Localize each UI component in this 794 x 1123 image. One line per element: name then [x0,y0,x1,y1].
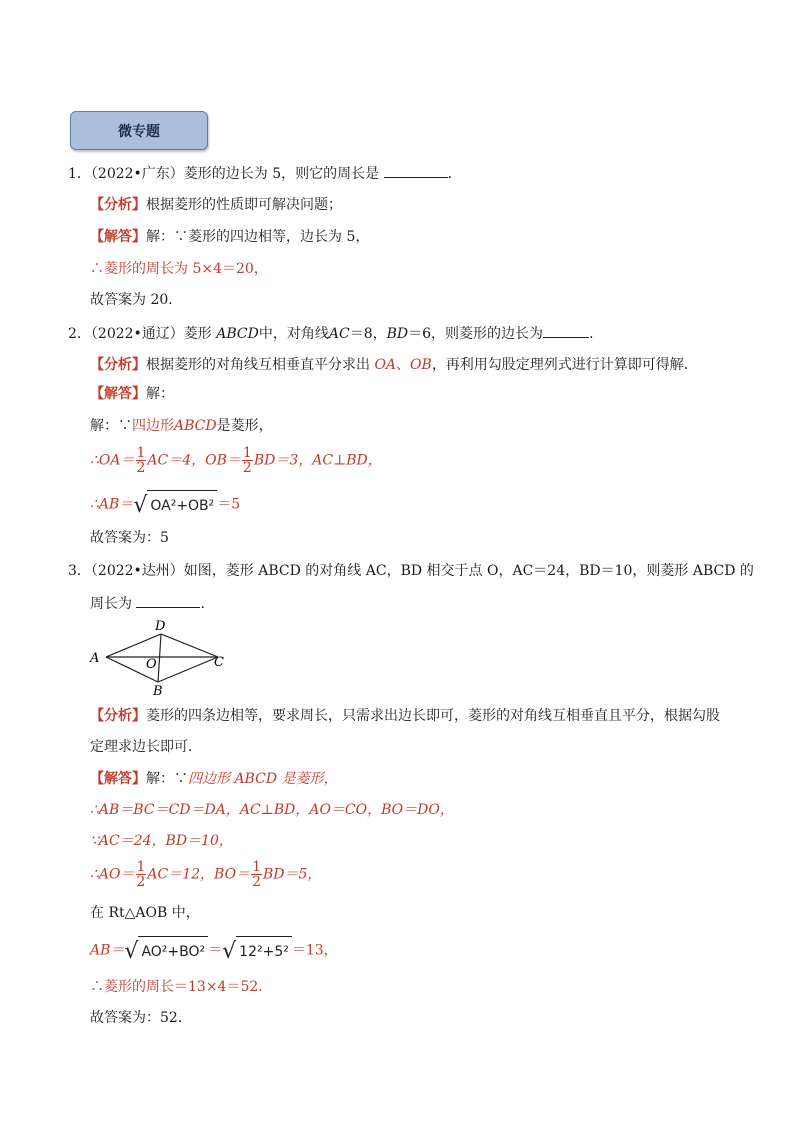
fraction-half [242,446,253,475]
label-b: B [153,684,163,699]
frac-den: 2 [136,874,146,890]
solution-tag: 【解答】 [90,386,146,402]
q1-stem [68,163,462,184]
q1-solution [90,227,369,247]
edge-cb [158,657,218,682]
solution-tag: 【解答】 [90,771,146,787]
q2-line1-b: 四边形 [132,418,174,434]
diagonal-bd [158,634,161,682]
frac-den: 2 [136,460,146,476]
topic-badge: 微专题 [70,111,208,150]
frac-den: 2 [252,874,262,890]
q2-oa: OA [374,357,397,373]
q1-number: 1． [68,166,91,182]
edge-ad [106,634,161,657]
label-c: C [214,655,224,670]
q3-end: ． [200,596,215,612]
edge-dc [161,634,218,657]
q1-sol2: ∴菱形的周长为 5×4＝20， [90,261,268,277]
q2-line2 [90,446,382,475]
q3-solution [90,769,338,789]
q3-l5-eq: ＝ [208,942,223,959]
q2-end: ． [589,326,604,342]
q3-l5-b: ＝13， [291,942,338,959]
q2-line1-a: 解：∵ [90,418,132,434]
frac-num: 1 [242,445,252,461]
q3-number: 3． [68,563,91,579]
q3-answer-blank [136,593,200,608]
q2-stem-b: 中，对角线 [258,326,329,342]
q1-analysis [90,195,342,215]
q2-number: 2． [68,326,91,342]
q2-line2-a: ∴OA＝ [90,452,135,469]
analysis-tag: 【分析】 [90,197,146,213]
frac-num: 1 [252,859,262,875]
frac-den: 2 [242,460,252,476]
sqrt-radicand: AO²+BO² [138,936,208,965]
q2-analysis-a: 根据菱形的对角线互相垂直平分求出 [146,357,370,373]
q2-bd: BD [386,326,409,342]
frac-num: 1 [136,445,146,461]
q2-ob: OB [410,357,432,373]
q3-answer: 故答案为：52． [90,1010,192,1026]
label-a: A [90,651,100,666]
analysis-tag: 【分析】 [90,708,146,724]
analysis-tag: 【分析】 [90,357,146,373]
q3-l3 [90,860,321,889]
frac-num: 1 [136,859,146,875]
q3-sol-b: 四边形 ABCD 是菱形， [188,771,338,787]
q2-stem-c: ＝8， [349,326,387,342]
q1-answer-blank [384,163,448,178]
q3-l1: ∴AB＝BC＝CD＝DA，AC⊥BD，AO＝CO，BO＝DO， [90,802,454,818]
q2-abcd: ABCD [216,326,259,342]
q2-line3 [90,490,240,519]
q2-answer: 故答案为：5 [90,530,169,546]
q3-l6: ∴菱形的周长＝13×4＝52． [90,979,273,995]
sqrt-expression: √ 12²+5² [222,936,292,965]
q1-stem-text: （2022•广东）菱形的边长为 5，则它的周长是 [90,166,380,182]
q2-stem-d: ＝6，则菱形的边长为 [408,326,544,342]
q1-sol1: 解：∵菱形的四边相等，边长为 5， [146,229,370,245]
label-o: O [146,657,157,672]
q2-solution-head [90,384,174,404]
q3-analysis1: 菱形的四条边相等，要求周长，只需求出边长即可，菱形的对角线互相垂直且平分，根据勾股 [146,708,720,724]
q2-analysis-b: ，再利用勾股定理列式进行计算即可得解． [431,357,698,373]
q3-l3-a: ∴AO＝ [90,866,135,883]
q2-line2-b: AC＝4，OB＝ [147,452,241,469]
q1-analysis-text: 根据菱形的性质即可解决问题； [146,197,342,213]
q2-sep: 、 [396,357,411,373]
q3-analysis2: 定理求边长即可． [90,739,202,755]
q2-line1-c: ABCD [174,418,217,434]
solution-tag: 【解答】 [90,229,146,245]
sqrt-radicand: OA²+OB² [147,490,217,519]
q2-line1 [90,416,273,436]
q3-l4: 在 Rt△AOB 中， [90,905,200,921]
q2-stem-a: （2022•通辽）菱形 [90,326,212,342]
q2-line1-d: 是菱形， [216,418,273,434]
q3-l3-c: BD＝5， [263,866,322,883]
q3-sol-a: 解：∵ [146,771,188,787]
q2-line3-b: ＝5 [217,496,241,513]
q1-answer: 故答案为 20． [90,292,183,308]
q2-answer-blank [543,323,589,338]
q2-ac: AC [328,326,350,342]
q3-stem [68,561,754,581]
q2-line2-c: BD＝3，AC⊥BD， [253,452,382,469]
q3-l5 [90,936,338,965]
fraction-half [136,446,147,475]
q2-sol-head: 解： [146,386,174,402]
q3-l2: ∵AC＝24，BD＝10， [90,833,233,849]
label-d: D [155,619,166,634]
sqrt-expression: √ OA²+OB² [133,490,217,519]
fraction-half [136,860,147,889]
q3-analysis [90,706,720,726]
q2-line3-a: ∴AB＝ [90,496,134,513]
q3-l3-b: AC＝12，BO＝ [147,866,251,883]
q3-stem2-text: 周长为 [90,596,132,612]
fraction-half [251,860,262,889]
q3-stem-text: （2022•达州）如图，菱形 ABCD 的对角线 AC，BD 相交于点 O，AC＝24，BD＝10，则菱形 ABCD 的 [90,563,754,579]
q3-stem2 [90,593,214,614]
q2-stem [68,323,603,344]
sqrt-radicand: 12²+5² [236,936,292,965]
rhombus-figure [86,612,236,700]
sqrt-expression: √ AO²+BO² [124,936,208,965]
q1-end: ． [447,166,462,182]
q3-l5-a: AB＝ [90,942,125,959]
q2-analysis [90,355,698,375]
